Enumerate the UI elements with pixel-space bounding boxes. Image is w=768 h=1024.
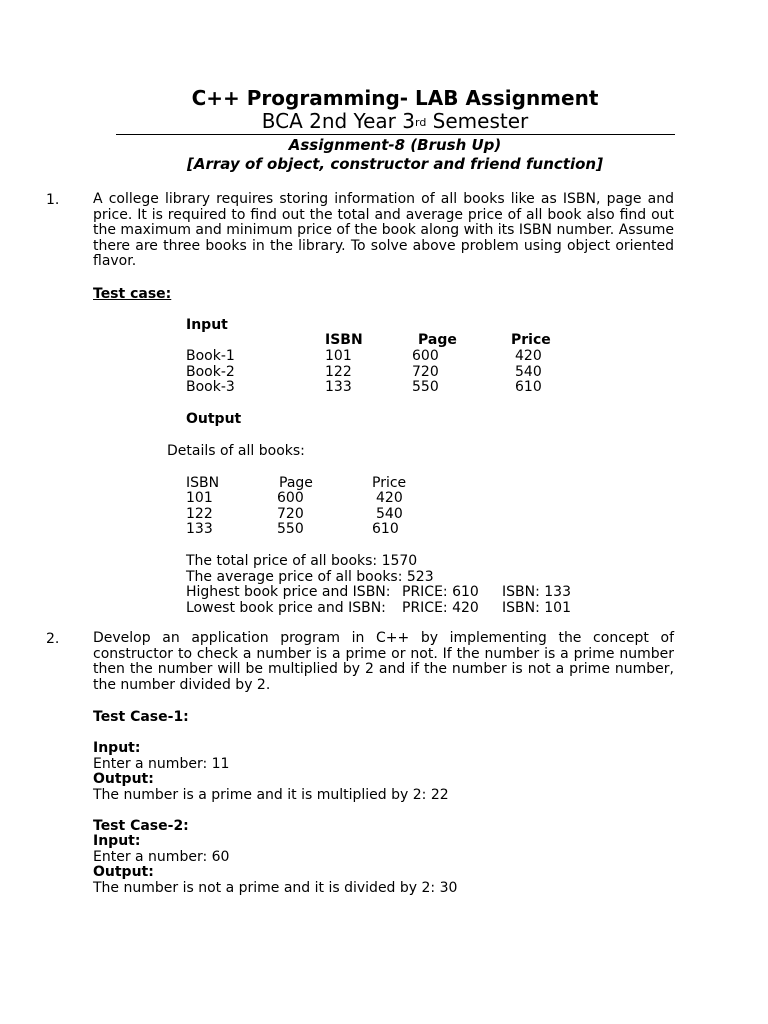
q1-output-header-isbn: ISBN	[186, 475, 220, 491]
q2-tc1-output-label: Output:	[93, 771, 154, 787]
input-book-name: Book-2	[186, 364, 235, 380]
q2-tc2-input-label: Input:	[93, 833, 141, 849]
output-book-price: 610	[372, 521, 399, 537]
subtitle-end: Semester	[426, 109, 529, 133]
q1-number: 1.	[46, 192, 60, 208]
input-book-page: 600	[412, 348, 439, 364]
output-book-isbn: 122	[186, 506, 213, 522]
input-book-price: 610	[515, 379, 542, 395]
q1-lowest-label: Lowest book price and ISBN:	[186, 600, 386, 616]
page-title: C++ Programming- LAB Assignment	[191, 86, 599, 110]
q2-tc2-label: Test Case-2:	[93, 818, 189, 834]
q2-text: Develop an application program in C++ by implementing the concept of constructor to check a number is a prime or not. If the number is a prime number then the number will be multiplied by 2 and if the number is not a prime number, the number divided by 2.	[93, 630, 674, 693]
subtitle-sup: rd	[415, 116, 427, 129]
input-book-name: Book-3	[186, 379, 235, 395]
q2-tc2-output-label: Output:	[93, 864, 154, 880]
q1-lowest-isbn: ISBN: 101	[502, 600, 571, 616]
q1-highest-label: Highest book price and ISBN:	[186, 584, 391, 600]
q1-output-header-page: Page	[279, 475, 313, 491]
output-book-isbn: 101	[186, 490, 213, 506]
q1-highest-isbn: ISBN: 133	[502, 584, 571, 600]
output-book-page: 720	[277, 506, 304, 522]
input-book-isbn: 122	[325, 364, 352, 380]
q2-tc1-input: Enter a number: 11	[93, 756, 230, 772]
q2-tc1-output: The number is a prime and it is multiplied by 2: 22	[93, 787, 449, 803]
input-book-page: 720	[412, 364, 439, 380]
q2-tc1-label: Test Case-1:	[93, 709, 189, 725]
q2-tc2-input: Enter a number: 60	[93, 849, 230, 865]
q2-tc1-input-label: Input:	[93, 740, 141, 756]
q1-highest-price: PRICE: 610	[402, 584, 479, 600]
assignment-title: Assignment-8 (Brush Up)	[288, 136, 502, 154]
q1-lowest-price: PRICE: 420	[402, 600, 479, 616]
q2-tc2-output: The number is not a prime and it is divided by 2: 30	[93, 880, 458, 896]
q1-input-header-price: Price	[511, 332, 551, 348]
q2-number: 2.	[46, 631, 60, 647]
q1-test-case-label: Test case:	[93, 286, 172, 302]
output-book-page: 550	[277, 521, 304, 537]
q1-output-header-price: Price	[372, 475, 407, 491]
q1-output-label: Output	[186, 411, 242, 427]
input-book-price: 540	[515, 364, 542, 380]
q1-input-label: Input	[186, 317, 228, 333]
header-divider	[116, 134, 675, 135]
assignment-topic: [Array of object, constructor and friend function]	[187, 155, 603, 173]
input-book-name: Book-1	[186, 348, 235, 364]
output-book-price: 540	[376, 506, 403, 522]
q1-input-header-page: Page	[418, 332, 457, 348]
q1-input-header-isbn: ISBN	[325, 332, 363, 348]
input-book-isbn: 101	[325, 348, 352, 364]
input-book-page: 550	[412, 379, 439, 395]
q1-text: A college library requires storing information of all books like as ISBN, page and price. It is required to find out the total and average price of all book also find out the maximum and minimum price of the book along with its ISBN number. Assume there are three books in the library. To solve above problem using object oriented flavor.	[93, 191, 674, 269]
output-book-isbn: 133	[186, 521, 213, 537]
page-subtitle	[0, 109, 768, 133]
q1-total-line: The total price of all books: 1570	[186, 553, 418, 569]
output-book-price: 420	[376, 490, 403, 506]
subtitle-main: BCA 2nd Year 3	[261, 109, 415, 133]
output-book-page: 600	[277, 490, 304, 506]
input-book-isbn: 133	[325, 379, 352, 395]
input-book-price: 420	[515, 348, 542, 364]
q1-average-line: The average price of all books: 523	[186, 569, 434, 585]
q1-details-label: Details of all books:	[167, 443, 305, 459]
